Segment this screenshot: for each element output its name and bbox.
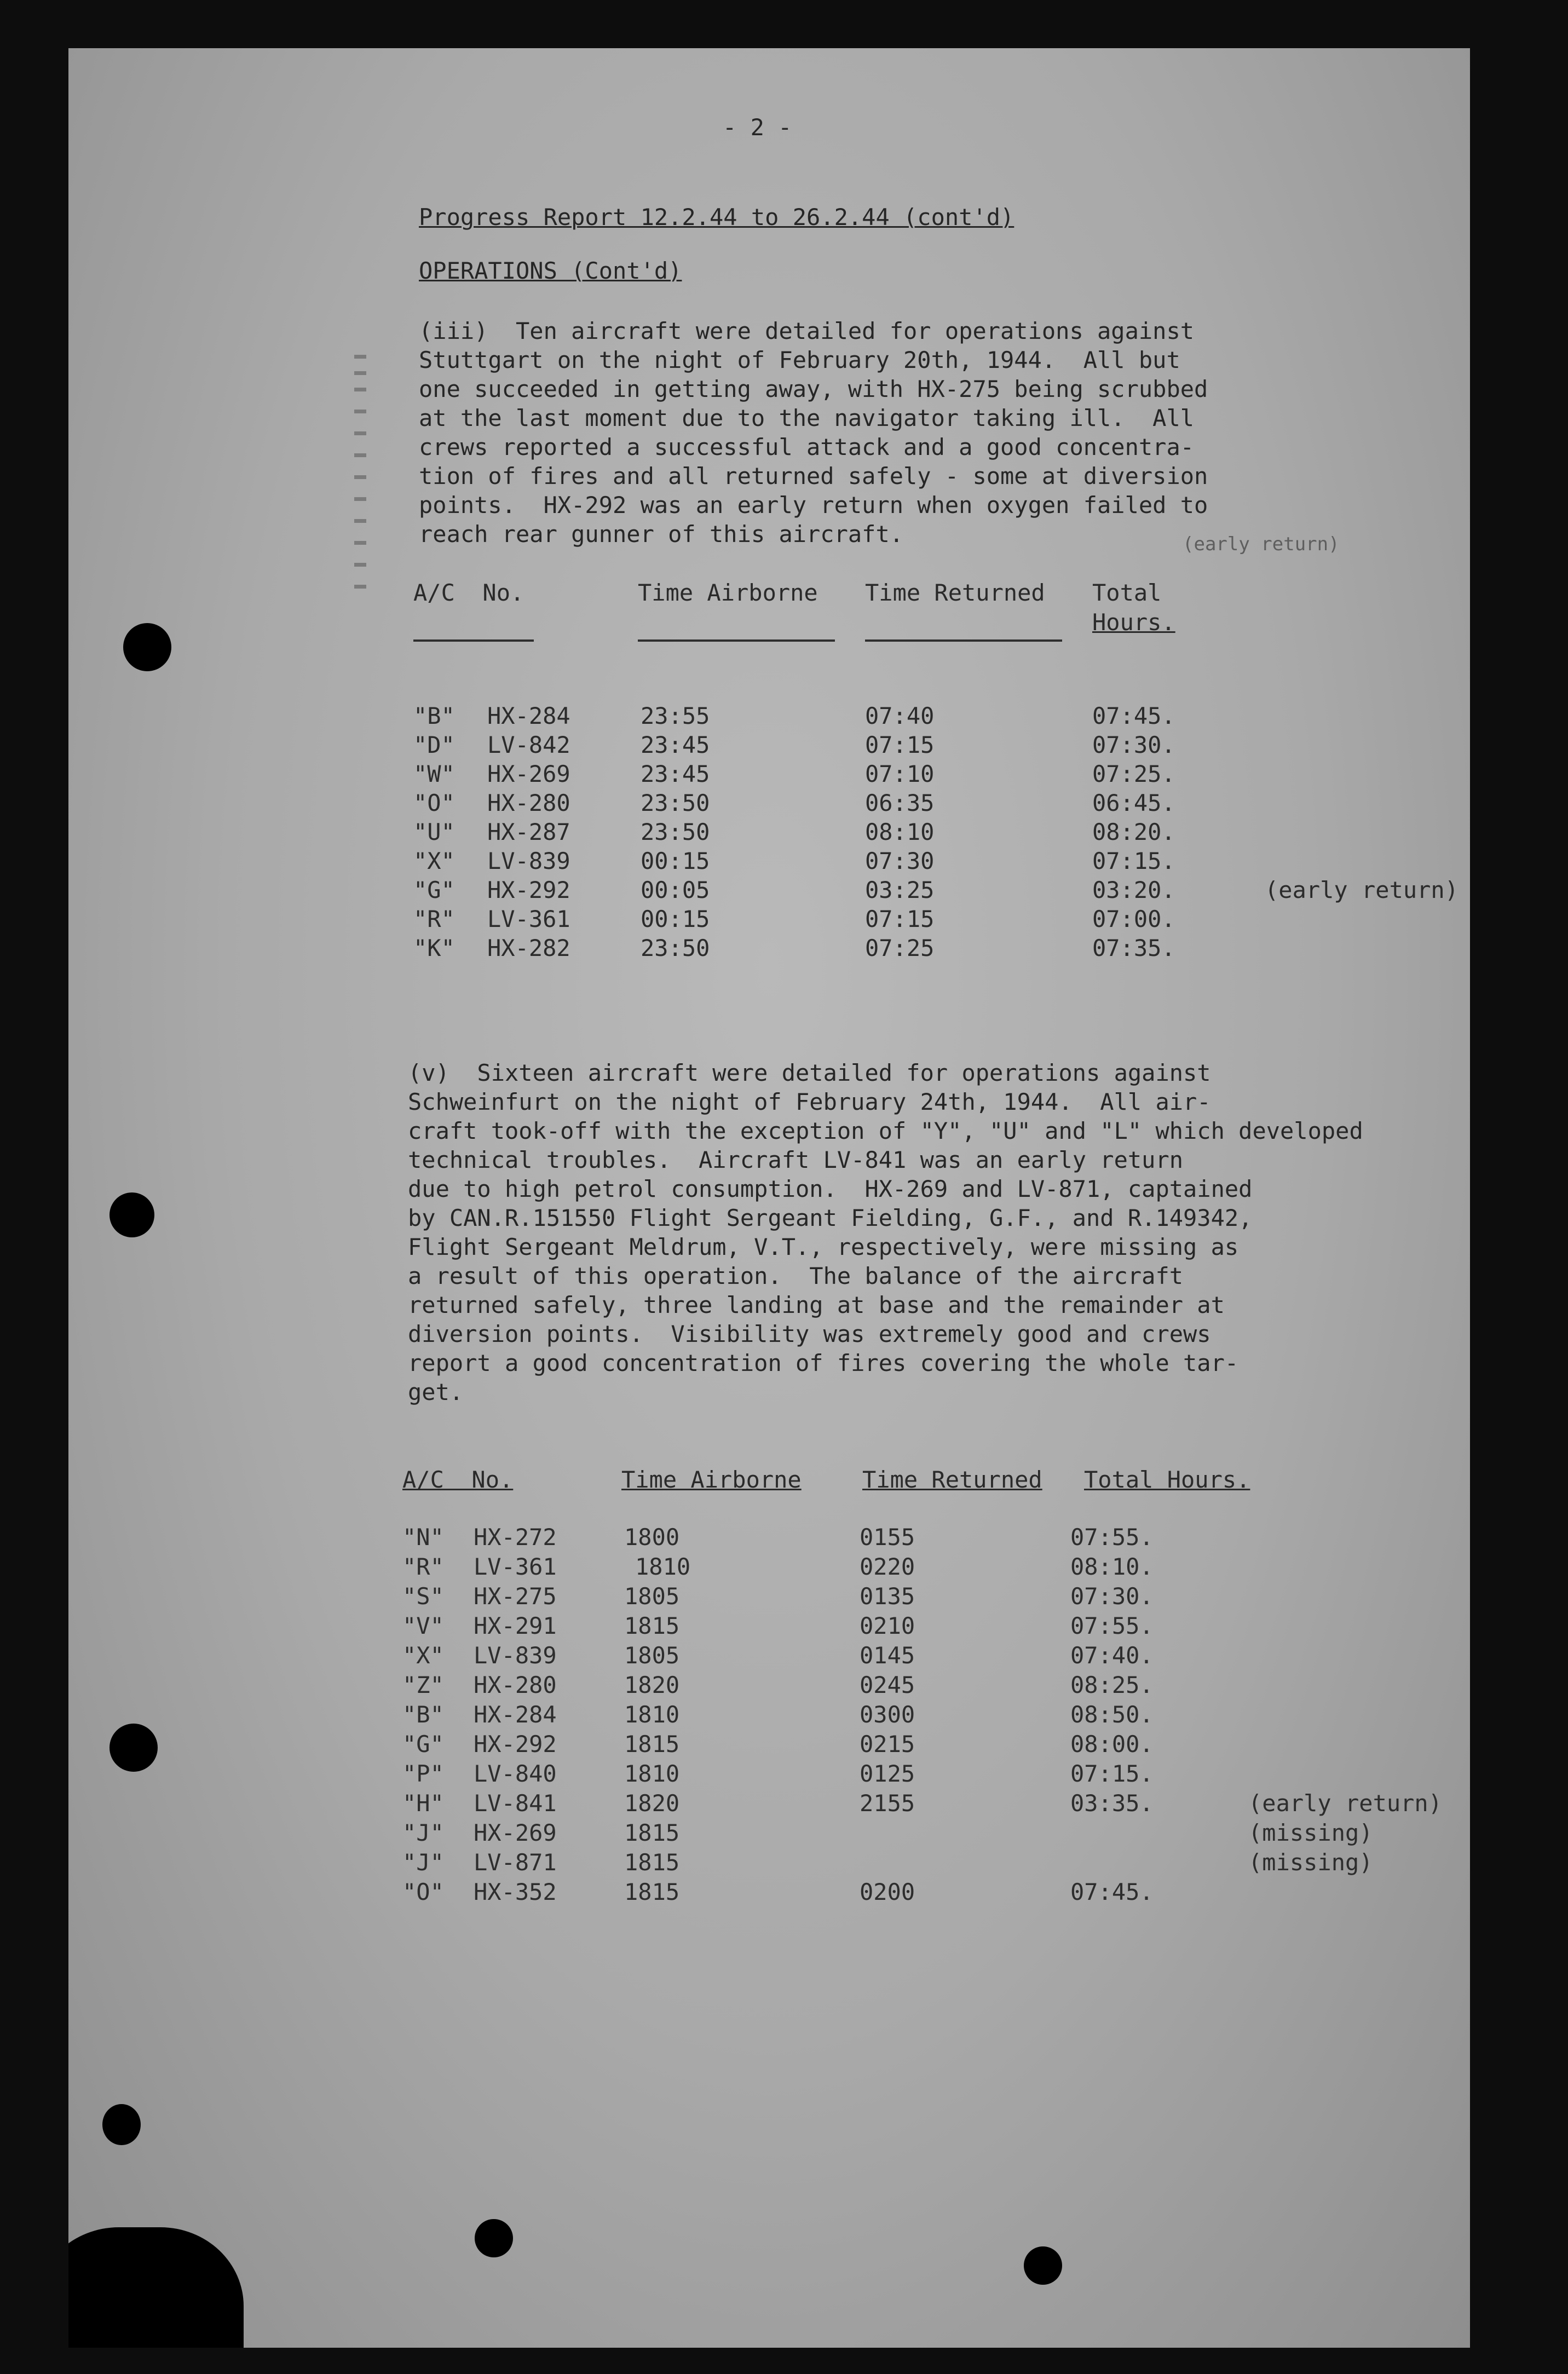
table-row [413, 877, 1459, 906]
cell-ac-number: HX-269 [474, 1819, 557, 1846]
cell-airborne: 1815 [624, 1731, 680, 1758]
paragraph-line: one succeeded in getting away, with HX-275 being scrubbed [419, 376, 1208, 402]
cell-airborne: 1820 [624, 1672, 680, 1698]
table-row [413, 906, 1454, 935]
cell-letter: "N" [402, 1524, 444, 1551]
table-row [402, 1701, 1454, 1731]
cell-letter: "H" [402, 1790, 444, 1817]
margin-mark [354, 563, 366, 567]
paragraph-line: returned safely, three landing at base and the remainder at [408, 1292, 1225, 1318]
ink-blot [475, 2219, 513, 2257]
margin-mark [354, 453, 366, 457]
cell-ac-number: LV-839 [487, 848, 570, 874]
punch-hole [109, 1724, 158, 1772]
faint-stamp: (early return) [1183, 533, 1340, 555]
table-row [402, 1879, 1454, 1908]
paragraph-line: Schweinfurt on the night of February 24th, 1944. All air- [408, 1088, 1211, 1115]
cell-returned: 08:10 [865, 819, 935, 845]
cell-letter: "O" [402, 1879, 444, 1905]
paragraph-line: points. HX-292 was an early return when oxygen failed to [419, 492, 1208, 518]
cell-airborne: 1815 [624, 1819, 680, 1846]
paragraph-line: crews reported a successful attack and a good concentra- [419, 434, 1195, 460]
cell-total: 07:45. [1070, 1879, 1154, 1905]
cell-airborne: 1810 [624, 1701, 680, 1728]
table-2 [402, 1466, 1454, 1959]
col-header-airborne: Time Airborne [638, 579, 818, 606]
cell-airborne: 1810 [635, 1553, 691, 1580]
cell-total: 03:20. [1092, 877, 1175, 903]
cell-returned: 07:30 [865, 848, 935, 874]
cell-note: (missing) [1248, 1819, 1373, 1846]
cell-returned: 0300 [860, 1701, 915, 1728]
col-header-returned: Time Returned [865, 579, 1045, 606]
cell-returned: 0125 [860, 1760, 915, 1787]
cell-total: 06:45. [1092, 790, 1175, 816]
cell-returned: 06:35 [865, 790, 935, 816]
cell-ac-number: HX-292 [474, 1731, 557, 1758]
header-rule [638, 639, 835, 642]
paragraph-line: report a good concentration of fires covering the whole tar- [408, 1350, 1239, 1376]
cell-returned: 0135 [860, 1583, 915, 1610]
cell-airborne: 1815 [624, 1849, 680, 1876]
cell-airborne: 1805 [624, 1642, 680, 1669]
cell-letter: "O" [413, 790, 455, 816]
paragraph-line: get. [408, 1379, 464, 1405]
paragraph-line: due to high petrol consumption. HX-269 and LV-871, captained [408, 1176, 1253, 1202]
cell-note: (missing) [1248, 1849, 1373, 1876]
cell-total: 03:35. [1070, 1790, 1154, 1817]
punch-hole [109, 1192, 154, 1237]
table-row [402, 1672, 1454, 1701]
cell-airborne: 23:50 [641, 819, 710, 845]
cell-letter: "Z" [402, 1672, 444, 1698]
table-row [402, 1524, 1454, 1553]
cell-note: (early return) [1265, 877, 1459, 903]
report-title: Progress Report 12.2.44 to 26.2.44 (cont'd) [419, 204, 1014, 231]
col-header-airborne: Time Airborne [621, 1466, 802, 1493]
cell-total: 07:30. [1092, 731, 1175, 758]
cell-returned: 0215 [860, 1731, 915, 1758]
margin-mark [354, 371, 366, 375]
cell-returned: 0210 [860, 1612, 915, 1639]
cell-letter: "K" [413, 935, 455, 961]
cell-letter: "R" [402, 1553, 444, 1580]
table-row [413, 702, 1454, 731]
cell-airborne: 23:45 [641, 760, 710, 787]
cell-letter: "P" [402, 1760, 444, 1787]
cell-airborne: 1820 [624, 1790, 680, 1817]
cell-letter: "G" [402, 1731, 444, 1758]
cell-letter: "U" [413, 819, 455, 845]
table-row [402, 1790, 1454, 1819]
cell-ac-number: HX-292 [487, 877, 570, 903]
cell-returned: 07:15 [865, 906, 935, 932]
cell-letter: "B" [413, 702, 455, 729]
table-1 [413, 579, 1459, 963]
cell-airborne: 1800 [624, 1524, 680, 1551]
cell-ac-number: HX-269 [487, 760, 570, 787]
cell-ac-number: HX-272 [474, 1524, 557, 1551]
margin-mark [354, 431, 366, 435]
cell-ac-number: HX-352 [474, 1879, 557, 1905]
cell-ac-number: HX-291 [474, 1612, 557, 1639]
paragraph-line: craft took-off with the exception of "Y", "U" and "L" which developed [408, 1117, 1363, 1144]
header-rule [865, 639, 1062, 642]
cell-ac-number: LV-361 [474, 1553, 557, 1580]
cell-returned: 07:15 [865, 731, 935, 758]
cell-total: 08:20. [1092, 819, 1175, 845]
cell-letter: "J" [402, 1819, 444, 1846]
cell-total: 07:40. [1070, 1642, 1154, 1669]
cell-total: 07:00. [1092, 906, 1175, 932]
cell-total: 08:00. [1070, 1731, 1154, 1758]
cell-ac-number: LV-841 [474, 1790, 557, 1817]
cell-letter: "S" [402, 1583, 444, 1610]
table-row [402, 1612, 1454, 1642]
cell-ac-number: HX-287 [487, 819, 570, 845]
punch-hole [102, 2104, 141, 2145]
table-row [413, 819, 1454, 848]
col-header-ac: A/C No. [402, 1466, 514, 1493]
header-rule [413, 639, 534, 642]
punch-hole [123, 623, 171, 671]
cell-returned: 07:40 [865, 702, 935, 729]
paragraph-line: by CAN.R.151550 Flight Sergeant Fielding, G.F., and R.149342, [408, 1205, 1253, 1231]
cell-total: 07:15. [1070, 1760, 1154, 1787]
cell-returned: 03:25 [865, 877, 935, 903]
cell-total: 07:15. [1092, 848, 1175, 874]
cell-letter: "X" [402, 1642, 444, 1669]
cell-airborne: 00:15 [641, 906, 710, 932]
section-heading: OPERATIONS (Cont'd) [419, 257, 682, 284]
cell-total: 07:35. [1092, 935, 1175, 961]
cell-airborne: 1810 [624, 1760, 680, 1787]
cell-ac-number: LV-839 [474, 1642, 557, 1669]
cell-airborne: 00:15 [641, 848, 710, 874]
margin-mark [354, 475, 366, 479]
cell-letter: "J" [402, 1849, 444, 1876]
document-page [68, 48, 1470, 2348]
cell-letter: "X" [413, 848, 455, 874]
margin-mark [354, 388, 366, 391]
margin-mark [354, 410, 366, 413]
cell-ac-number: HX-280 [487, 790, 570, 816]
paragraph-line: a result of this operation. The balance of the aircraft [408, 1263, 1184, 1289]
cell-ac-number: HX-280 [474, 1672, 557, 1698]
cell-letter: "R" [413, 906, 455, 932]
cell-total: 07:45. [1092, 702, 1175, 729]
cell-returned: 2155 [860, 1790, 915, 1817]
page-number: - 2 - [723, 114, 792, 141]
cell-total: 08:10. [1070, 1553, 1154, 1580]
cell-returned: 0155 [860, 1524, 915, 1551]
cell-total: 08:50. [1070, 1701, 1154, 1728]
table-row [413, 790, 1454, 819]
margin-mark [354, 541, 366, 545]
page-corner-shadow [68, 2227, 244, 2348]
table-row [402, 1760, 1454, 1790]
table-row [413, 935, 1454, 964]
table-row [402, 1583, 1454, 1612]
margin-mark [354, 519, 366, 523]
col-header-total: Total [1092, 579, 1162, 606]
cell-ac-number: HX-284 [474, 1701, 557, 1728]
table-row [402, 1731, 1454, 1760]
paragraph-line: Stuttgart on the night of February 20th, 1944. All but [419, 347, 1180, 373]
margin-mark [354, 355, 366, 359]
cell-ac-number: HX-284 [487, 702, 570, 729]
table-row [402, 1642, 1454, 1672]
table-row [402, 1849, 1454, 1879]
cell-letter: "B" [402, 1701, 444, 1728]
cell-airborne: 1805 [624, 1583, 680, 1610]
cell-airborne: 1815 [624, 1612, 680, 1639]
paragraph-line: (v) Sixteen aircraft were detailed for operations against [408, 1059, 1211, 1086]
paragraph-line: Flight Sergeant Meldrum, V.T., respectively, were missing as [408, 1234, 1239, 1260]
cell-airborne: 1815 [624, 1879, 680, 1905]
cell-returned: 0200 [860, 1879, 915, 1905]
cell-airborne: 00:05 [641, 877, 710, 903]
col-header-ac: A/C No. [413, 579, 524, 606]
cell-letter: "W" [413, 760, 455, 787]
paragraph-line: tion of fires and all returned safely - some at diversion [419, 463, 1208, 489]
margin-mark [354, 585, 366, 589]
margin-mark [354, 497, 366, 501]
cell-ac-number: HX-275 [474, 1583, 557, 1610]
cell-returned: 07:10 [865, 760, 935, 787]
cell-ac-number: LV-361 [487, 906, 570, 932]
col-header-returned: Time Returned [862, 1466, 1042, 1493]
cell-airborne: 23:55 [641, 702, 710, 729]
ink-blot [1024, 2246, 1062, 2285]
col-header-hours: Hours. [1092, 609, 1175, 636]
paragraph-line: (iii) Ten aircraft were detailed for operations against [419, 318, 1195, 344]
cell-returned: 0220 [860, 1553, 915, 1580]
table-row [402, 1819, 1454, 1849]
table-row [402, 1553, 1454, 1583]
paragraph-line: diversion points. Visibility was extremely good and crews [408, 1321, 1211, 1347]
cell-total: 07:55. [1070, 1612, 1154, 1639]
cell-letter: "D" [413, 731, 455, 758]
cell-airborne: 23:50 [641, 790, 710, 816]
paragraph-line: at the last moment due to the navigator taking ill. All [419, 405, 1195, 431]
cell-ac-number: LV-840 [474, 1760, 557, 1787]
cell-total: 07:25. [1092, 760, 1175, 787]
cell-letter: "V" [402, 1612, 444, 1639]
cell-total: 07:55. [1070, 1524, 1154, 1551]
table-row [413, 848, 1454, 877]
cell-ac-number: HX-282 [487, 935, 570, 961]
table-row [413, 731, 1454, 760]
cell-returned: 0145 [860, 1642, 915, 1669]
cell-airborne: 23:50 [641, 935, 710, 961]
cell-ac-number: LV-842 [487, 731, 570, 758]
cell-returned: 07:25 [865, 935, 935, 961]
cell-returned: 0245 [860, 1672, 915, 1698]
cell-note: (early return) [1248, 1790, 1443, 1817]
paragraph-line: reach rear gunner of this aircraft. [419, 521, 904, 548]
paragraph-line: technical troubles. Aircraft LV-841 was an early return [408, 1146, 1184, 1173]
col-header-total: Total Hours. [1084, 1466, 1250, 1493]
cell-airborne: 23:45 [641, 731, 710, 758]
table-row [413, 760, 1454, 790]
cell-ac-number: LV-871 [474, 1849, 557, 1876]
cell-letter: "G" [413, 877, 455, 903]
cell-total: 07:30. [1070, 1583, 1154, 1610]
cell-total: 08:25. [1070, 1672, 1154, 1698]
